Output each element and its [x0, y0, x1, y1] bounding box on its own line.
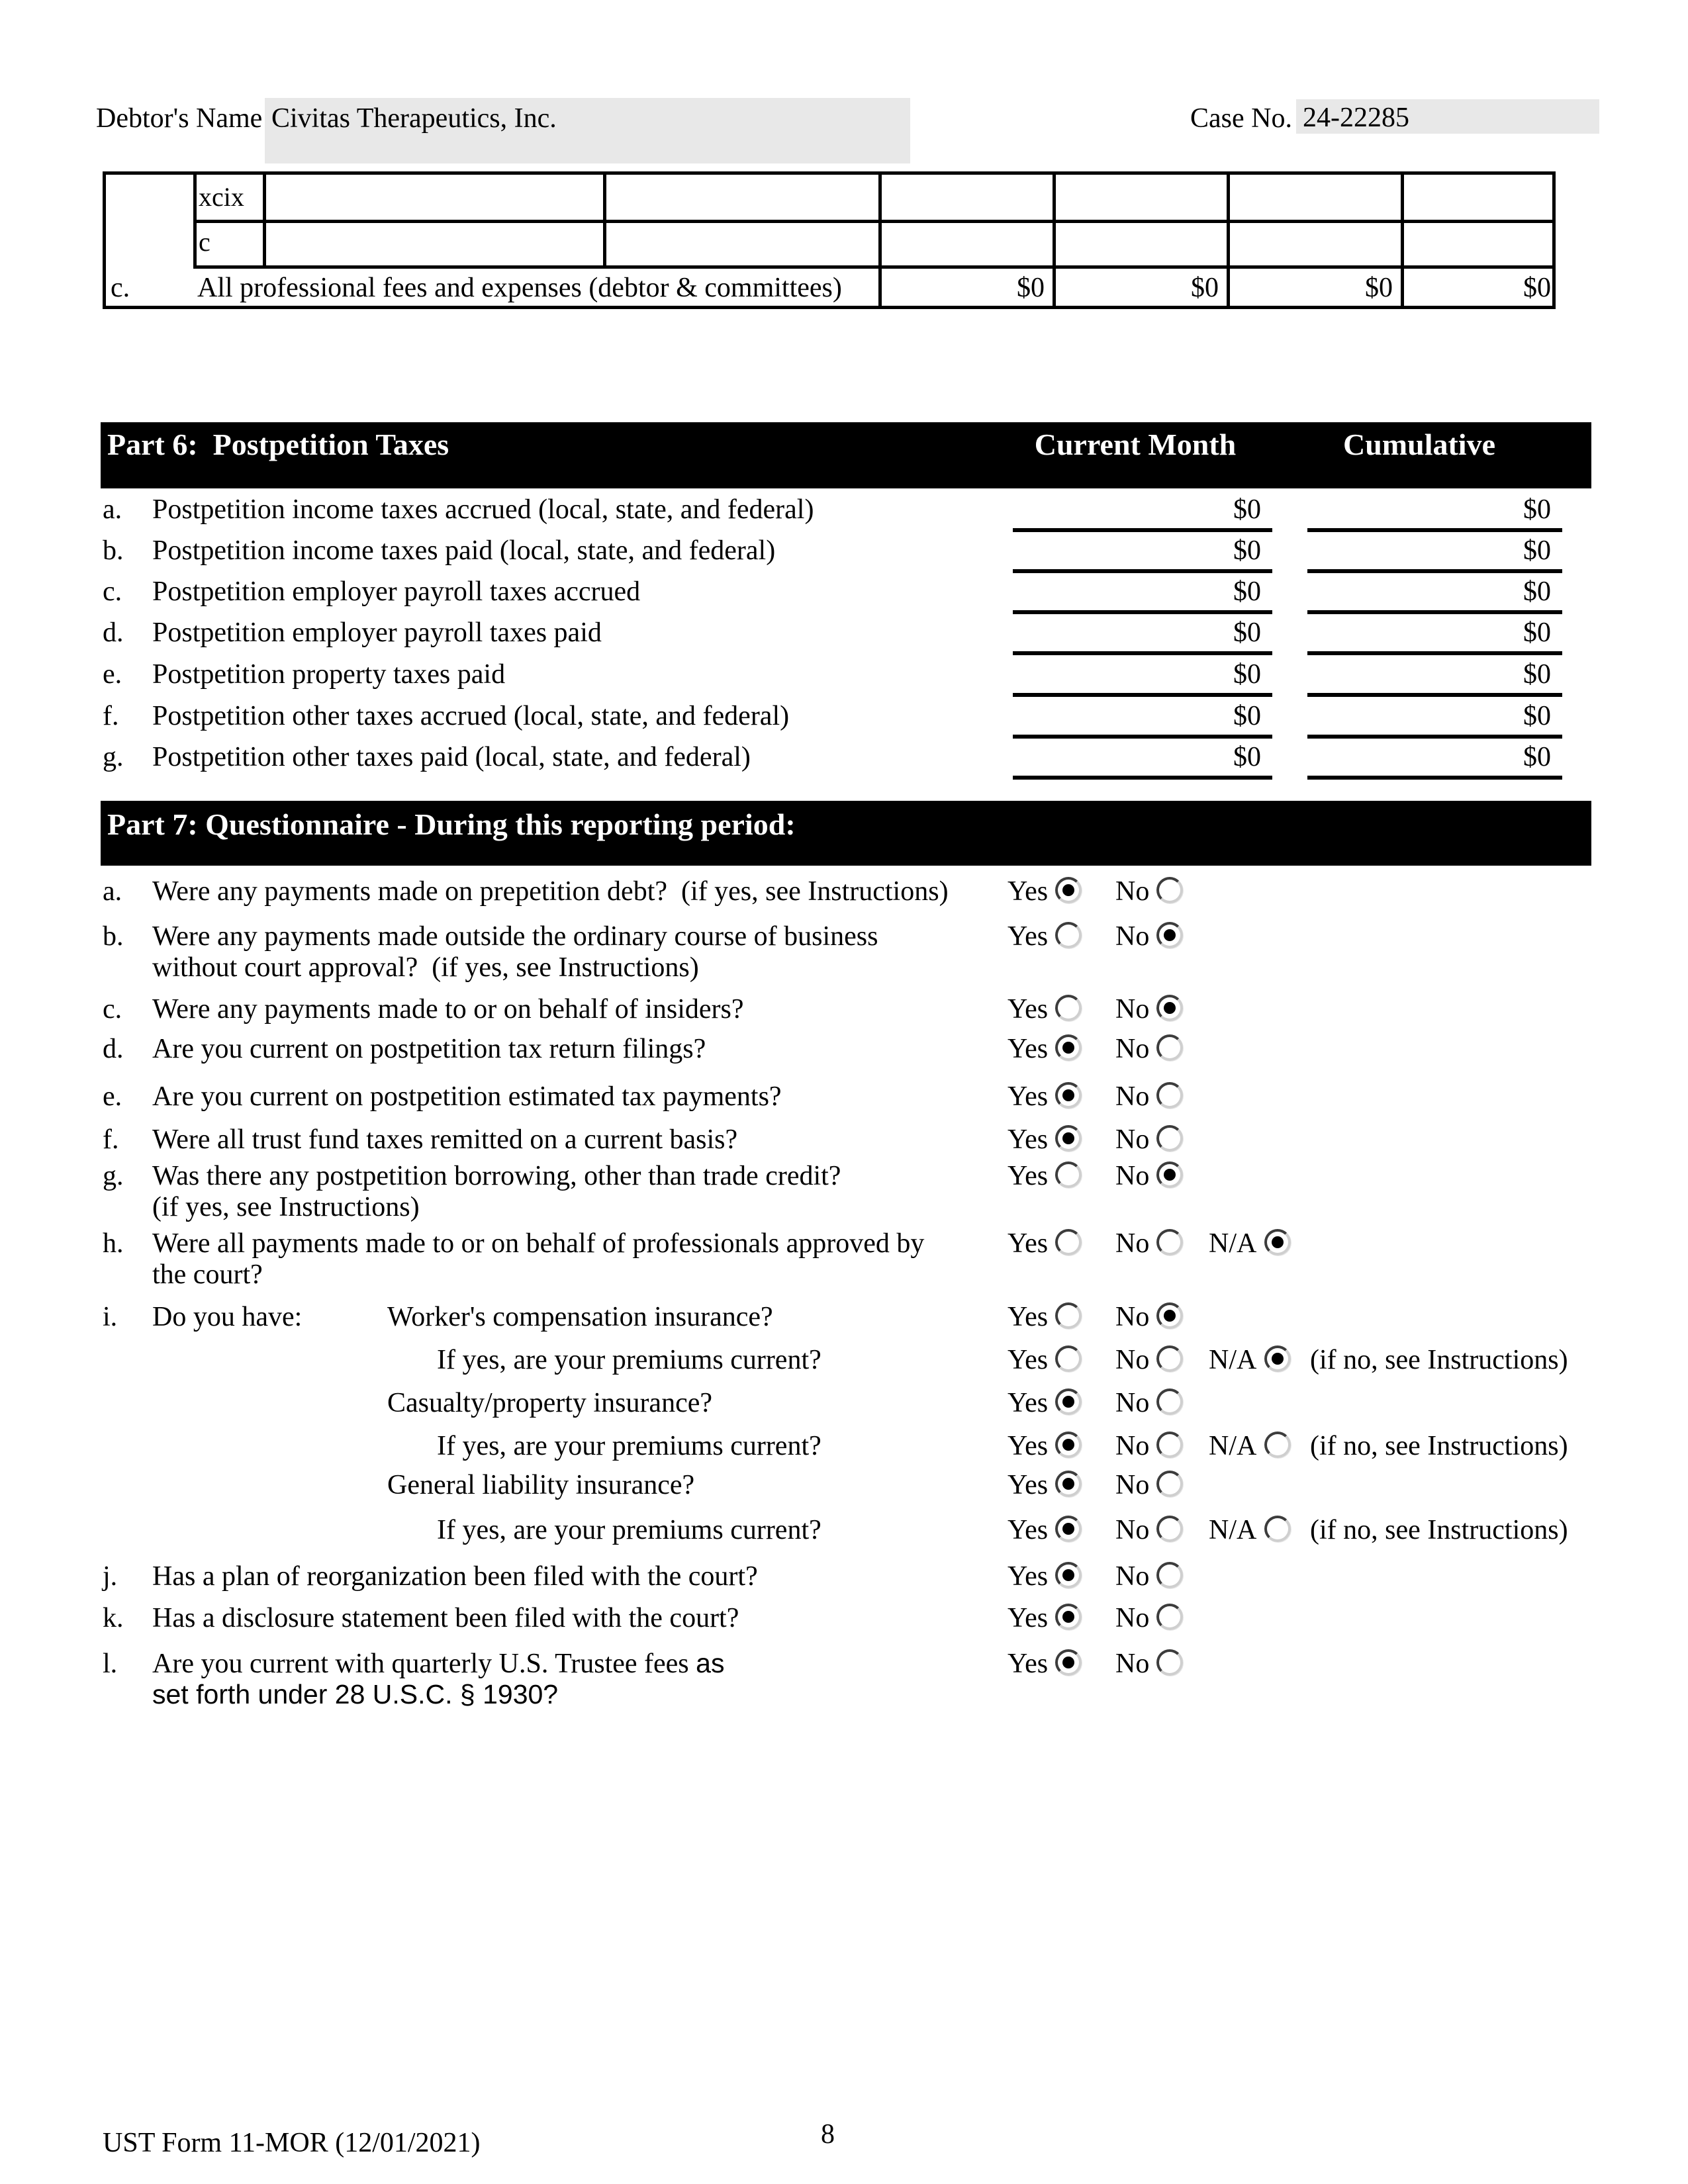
part7-question-text-main: Has a disclosure statement been filed with the court?	[152, 1603, 739, 1633]
no-label: No	[1115, 1603, 1150, 1633]
part7-question-text-main: Were any payments made on prepetition debt? (if yes, see Instructions)	[152, 876, 949, 907]
part7-question-text-main: Casualty/property insurance?	[387, 1388, 712, 1418]
part7-question-text	[387, 1470, 694, 1501]
fees-row-label: All professional fees and expenses (debtor & committees)	[197, 273, 842, 303]
part7-q10-yes-radio[interactable]	[1055, 1388, 1082, 1415]
part7-q7-no-radio[interactable]	[1156, 1229, 1183, 1255]
part7-q9-na-radio[interactable]	[1264, 1345, 1291, 1372]
part7-question-text-main: Was there any postpetition borrowing, other than trade credit?	[152, 1161, 841, 1191]
part6-cumulative-value[interactable]: $0	[1523, 617, 1551, 648]
no-label: No	[1115, 1081, 1150, 1112]
yes-label: Yes	[1008, 1081, 1049, 1112]
part7-q13-no-radio[interactable]	[1156, 1516, 1183, 1542]
part6-current-underline	[1013, 610, 1272, 614]
yes-label: Yes	[1008, 876, 1049, 907]
part7-question-text	[152, 1561, 758, 1592]
no-label: No	[1115, 1388, 1150, 1418]
debtor-name-label: Debtor's Name	[96, 103, 263, 134]
part7-question-text	[387, 1388, 712, 1419]
na-label: N/A	[1209, 1431, 1257, 1461]
na-label: N/A	[1209, 1345, 1257, 1375]
part7-question-text-main: General liability insurance?	[387, 1470, 695, 1500]
part7-q14-yes-radio[interactable]	[1055, 1562, 1082, 1588]
debtor-name-field[interactable]	[265, 98, 910, 163]
part6-row-letter: g.	[103, 742, 124, 772]
part6-current-value[interactable]: $0	[1233, 701, 1261, 731]
part6-row-label: Postpetition income taxes accrued (local, state, and federal)	[152, 494, 814, 525]
part7-question-text-main: Are you current with quarterly U.S. Trustee fees	[152, 1649, 696, 1679]
part7-q7-na-radio[interactable]	[1264, 1229, 1291, 1255]
table-line	[193, 220, 1552, 223]
no-label: No	[1115, 1345, 1150, 1375]
part7-question-text-main: Are you current on postpetition tax return filings?	[152, 1034, 706, 1064]
professional-fees-table	[103, 171, 1556, 309]
part7-q8-yes-radio[interactable]	[1055, 1302, 1082, 1329]
part7-q15-no-radio[interactable]	[1156, 1604, 1183, 1630]
part6-cumulative-underline	[1307, 610, 1562, 614]
part7-question-letter: g.	[103, 1161, 124, 1191]
part7-question-text-main: Were all payments made to or on behalf of professionals approved by	[152, 1228, 925, 1259]
part7-q2-no-radio[interactable]	[1156, 995, 1183, 1021]
part7-question-text-main: Were any payments made to or on behalf of insiders?	[152, 994, 744, 1024]
part7-question-prefix: Do you have:	[152, 1302, 303, 1332]
part6-cumulative-value[interactable]: $0	[1523, 535, 1551, 566]
part7-question-text-main: Were all trust fund taxes remitted on a current basis?	[152, 1124, 738, 1155]
yes-label: Yes	[1008, 994, 1049, 1024]
part6-row-letter: b.	[103, 535, 124, 566]
fees-row-letter: c.	[111, 273, 130, 303]
part7-question-line2: the court?	[152, 1259, 263, 1290]
part7-question-line2: without court approval? (if yes, see Instructions)	[152, 952, 699, 983]
na-label: N/A	[1209, 1228, 1257, 1259]
part6-cumulative-underline	[1307, 651, 1562, 655]
no-label: No	[1115, 1228, 1150, 1259]
part7-q13-na-radio[interactable]	[1264, 1516, 1291, 1542]
part7-q4-yes-radio[interactable]	[1055, 1082, 1082, 1109]
part6-cumulative-underline	[1307, 735, 1562, 739]
part7-q16-yes-radio[interactable]	[1055, 1649, 1082, 1676]
part7-question-text-main: Were any payments made outside the ordinary course of business	[152, 921, 878, 952]
part6-cumulative-value[interactable]: $0	[1523, 659, 1551, 690]
part6-current-underline	[1013, 735, 1272, 739]
part6-row-label: Postpetition property taxes paid	[152, 659, 506, 690]
yes-label: Yes	[1008, 1515, 1049, 1545]
fees-value: $0	[1365, 273, 1393, 303]
part7-question-letter: l.	[103, 1649, 118, 1679]
part7-question-text	[152, 1124, 737, 1156]
part7-question-letter: j.	[103, 1561, 118, 1592]
case-number-value: 24-22285	[1303, 103, 1409, 133]
no-label: No	[1115, 1515, 1150, 1545]
part7-q7-yes-radio[interactable]	[1055, 1229, 1082, 1255]
part7-question-text-main: Worker's compensation insurance?	[387, 1302, 773, 1332]
part7-q16-no-radio[interactable]	[1156, 1649, 1183, 1676]
no-label: No	[1115, 1431, 1150, 1461]
no-label: No	[1115, 1470, 1150, 1500]
yes-label: Yes	[1008, 1034, 1049, 1064]
part7-q9-no-radio[interactable]	[1156, 1345, 1183, 1372]
part7-question-letter: b.	[103, 921, 124, 952]
part7-header-bar	[101, 801, 1591, 866]
part7-q6-yes-radio[interactable]	[1055, 1161, 1082, 1188]
no-label: No	[1115, 921, 1150, 952]
part6-title: Part 6: Postpetition Taxes	[107, 428, 449, 461]
part6-cumulative-underline	[1307, 693, 1562, 697]
part7-question-letter: h.	[103, 1228, 124, 1259]
part6-current-underline	[1013, 569, 1272, 573]
part6-cumulative-underline	[1307, 776, 1562, 780]
part7-question-letter: d.	[103, 1034, 124, 1064]
yes-label: Yes	[1008, 1228, 1049, 1259]
case-number-label: Case No.	[1190, 103, 1292, 134]
part6-current-underline	[1013, 693, 1272, 697]
yes-label: Yes	[1008, 1431, 1049, 1461]
part7-question-text	[437, 1431, 821, 1462]
part7-q11-na-radio[interactable]	[1264, 1432, 1291, 1458]
na-label: N/A	[1209, 1515, 1257, 1545]
part6-row-label: Postpetition other taxes paid (local, state, and federal)	[152, 742, 751, 772]
part7-q6-no-radio[interactable]	[1156, 1161, 1183, 1188]
part7-q5-yes-radio[interactable]	[1055, 1125, 1082, 1152]
part6-current-value[interactable]: $0	[1233, 576, 1261, 607]
part7-q9-yes-radio[interactable]	[1055, 1345, 1082, 1372]
part6-cumulative-value[interactable]: $0	[1523, 742, 1551, 772]
part7-q2-yes-radio[interactable]	[1055, 995, 1082, 1021]
table-sub-row-label: xcix	[199, 182, 244, 212]
part6-row-letter: d.	[103, 617, 124, 648]
part7-question-line2: set forth under 28 U.S.C. § 1930?	[152, 1679, 559, 1709]
part7-q10-no-radio[interactable]	[1156, 1388, 1183, 1415]
part6-cumulative-header: Cumulative	[1343, 428, 1495, 461]
part6-current-value[interactable]: $0	[1233, 659, 1261, 690]
part6-row-letter: c.	[103, 576, 122, 607]
part7-q8-no-radio[interactable]	[1156, 1302, 1183, 1329]
part6-current-underline	[1013, 651, 1272, 655]
table-sub-row-label: c	[199, 227, 211, 257]
part7-q0-no-radio[interactable]	[1156, 877, 1183, 903]
yes-label: Yes	[1008, 1649, 1049, 1679]
yes-label: Yes	[1008, 1124, 1049, 1155]
part7-question-letter: c.	[103, 994, 122, 1024]
part7-question-note: (if no, see Instructions)	[1310, 1515, 1568, 1545]
no-label: No	[1115, 876, 1150, 907]
part7-question-line2: (if yes, see Instructions)	[152, 1192, 420, 1222]
part6-current-value[interactable]: $0	[1233, 617, 1261, 648]
part6-current-value[interactable]: $0	[1233, 494, 1261, 525]
part7-question-text-main: If yes, are your premiums current?	[437, 1345, 821, 1375]
part7-q1-no-radio[interactable]	[1156, 922, 1183, 948]
part7-q4-no-radio[interactable]	[1156, 1082, 1183, 1109]
fees-value: $0	[1191, 273, 1219, 303]
part6-current-value[interactable]: $0	[1233, 742, 1261, 772]
part6-row-letter: a.	[103, 494, 122, 525]
part7-question-note: (if no, see Instructions)	[1310, 1345, 1568, 1375]
part7-q11-no-radio[interactable]	[1156, 1432, 1183, 1458]
fees-value: $0	[1017, 273, 1045, 303]
part7-question-text	[387, 1302, 773, 1333]
part7-question-text-main: Are you current on postpetition estimated tax payments?	[152, 1081, 782, 1112]
part6-row-letter: e.	[103, 659, 122, 690]
yes-label: Yes	[1008, 1161, 1049, 1191]
part7-question-letter: i.	[103, 1302, 118, 1332]
part7-q3-yes-radio[interactable]	[1055, 1034, 1082, 1061]
page-number: 8	[821, 2119, 835, 2150]
form-id: UST Form 11-MOR (12/01/2021)	[103, 2128, 481, 2158]
part6-current-value[interactable]: $0	[1233, 535, 1261, 566]
part7-question-text	[437, 1345, 821, 1376]
part7-title: Part 7: Questionnaire - During this reporting period:	[107, 807, 796, 841]
part6-row-label: Postpetition employer payroll taxes paid	[152, 617, 602, 648]
part6-current-underline	[1013, 528, 1272, 532]
part7-question-letter: e.	[103, 1081, 122, 1112]
no-label: No	[1115, 1302, 1150, 1332]
yes-label: Yes	[1008, 1470, 1049, 1500]
part6-row-label: Postpetition employer payroll taxes accrued	[152, 576, 641, 607]
debtor-name-value: Civitas Therapeutics, Inc.	[271, 103, 557, 134]
part7-q0-yes-radio[interactable]	[1055, 877, 1082, 903]
part7-question-note: (if no, see Instructions)	[1310, 1431, 1568, 1461]
part6-current-underline	[1013, 776, 1272, 780]
part7-question-text	[152, 1161, 841, 1192]
part7-question-text	[152, 1081, 782, 1113]
part7-question-text	[152, 876, 949, 907]
part7-question-text	[152, 1228, 924, 1259]
no-label: No	[1115, 994, 1150, 1024]
part6-row-label: Postpetition income taxes paid (local, state, and federal)	[152, 535, 776, 566]
part7-q12-yes-radio[interactable]	[1055, 1471, 1082, 1497]
yes-label: Yes	[1008, 1388, 1049, 1418]
part7-question-text-main: If yes, are your premiums current?	[437, 1431, 821, 1461]
no-label: No	[1115, 1124, 1150, 1155]
part6-cumulative-underline	[1307, 528, 1562, 532]
part6-header-bar	[101, 422, 1591, 488]
part6-row-letter: f.	[103, 701, 119, 731]
yes-label: Yes	[1008, 1345, 1049, 1375]
table-line	[193, 265, 1552, 269]
part7-question-text	[152, 921, 878, 952]
part7-question-text	[152, 1034, 706, 1065]
part7-q15-yes-radio[interactable]	[1055, 1604, 1082, 1630]
part7-q5-no-radio[interactable]	[1156, 1125, 1183, 1152]
part7-question-text-main: If yes, are your premiums current?	[437, 1515, 821, 1545]
part7-q12-no-radio[interactable]	[1156, 1471, 1183, 1497]
case-number-field[interactable]	[1296, 99, 1599, 134]
no-label: No	[1115, 1161, 1150, 1191]
part7-q13-yes-radio[interactable]	[1055, 1516, 1082, 1542]
part7-q1-yes-radio[interactable]	[1055, 922, 1082, 948]
fees-value: $0	[1523, 273, 1551, 303]
part6-current-month-header: Current Month	[1034, 428, 1237, 461]
part7-question-text-main: Has a plan of reorganization been filed with the court?	[152, 1561, 758, 1592]
yes-label: Yes	[1008, 1603, 1049, 1633]
yes-label: Yes	[1008, 1561, 1049, 1592]
yes-label: Yes	[1008, 921, 1049, 952]
yes-label: Yes	[1008, 1302, 1049, 1332]
part6-cumulative-underline	[1307, 569, 1562, 573]
part6-cumulative-value[interactable]: $0	[1523, 701, 1551, 731]
no-label: No	[1115, 1561, 1150, 1592]
part7-question-letter: k.	[103, 1603, 124, 1633]
no-label: No	[1115, 1649, 1150, 1679]
part6-row-label: Postpetition other taxes accrued (local, state, and federal)	[152, 701, 790, 731]
part7-question-text	[152, 1649, 724, 1680]
part7-question-text	[437, 1515, 821, 1546]
part7-question-letter: f.	[103, 1124, 119, 1155]
part7-q3-no-radio[interactable]	[1156, 1034, 1183, 1061]
part7-question-text-sans: as	[696, 1648, 725, 1678]
part7-q11-yes-radio[interactable]	[1055, 1432, 1082, 1458]
part7-question-text	[152, 1603, 739, 1634]
part6-cumulative-value[interactable]: $0	[1523, 576, 1551, 607]
part6-cumulative-value[interactable]: $0	[1523, 494, 1551, 525]
part7-question-letter: a.	[103, 876, 122, 907]
part7-q14-no-radio[interactable]	[1156, 1562, 1183, 1588]
no-label: No	[1115, 1034, 1150, 1064]
part7-question-text	[152, 994, 743, 1025]
